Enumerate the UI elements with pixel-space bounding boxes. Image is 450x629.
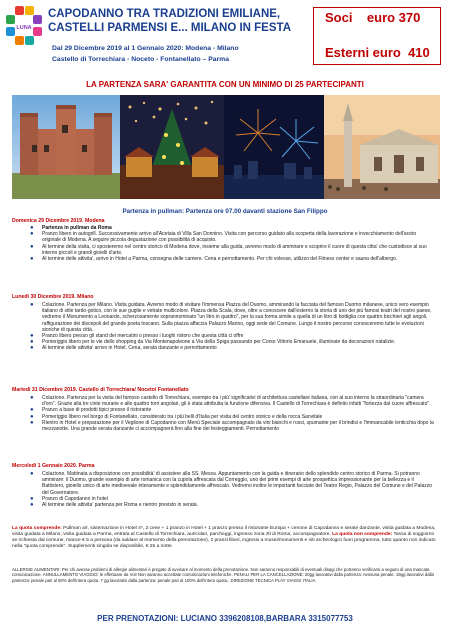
booking-contacts: PER PRENOTAZIONI: LUCIANO 3396208108,BARBARA 3315077753 xyxy=(97,614,353,623)
list-item: ● Al termine delle attivita' arrivo in Hotel. Cena, serata danzante e pernottamento xyxy=(30,345,217,352)
photo-christmas-market xyxy=(120,95,224,199)
list-item: ● Al termine della visita, ci sposteremo nel centro storico di Modena dove, insieme alla guida, avremo modo di ammirare e scoprire il cuore di questa citta' che custodisce al suo interno piccoli e grandi gioielli d'arte. xyxy=(30,243,427,256)
svg-text:LUNA: LUNA xyxy=(16,25,32,31)
list-item: ● Rientro in Hotel e preparazione per il Veglione di Capodanno con Menù Speciale accompagnato da vini bianchi e rossi, spumante per il brindisi e l'immancabile lenticchia dopo la mezzanotte. Una grande serata danzante ci accompagnerà fino alla fine dei festeggiamenti. Pernottamento xyxy=(30,419,434,433)
day-heading-3: Martedì 31 Dicembre 2019. Castello di Torrechiara/ Noceto/ Fontanellato xyxy=(12,387,189,393)
quota-section xyxy=(12,526,440,550)
price-soci: Soci euro 370 xyxy=(325,10,421,25)
list-item: ● Colazione. Partenza per la visita del famoso castello di Torrechiara, esempio tra i più' significativi di architettura castellare italiana, con al suo interno la straordinaria "camera d'oro". Grazie alla tre cinte murarie e alle quattro torri angolari, gli è stata attribuita la funzione difensiva. Il Castello di Torrechiara è definito infatti "fortezza dal cuore affrescato". xyxy=(30,395,431,408)
day-1-list xyxy=(14,225,434,262)
photo-fireworks xyxy=(224,95,324,199)
day-heading-4: Mercoledì 1 Gennaio 2020. Parma xyxy=(12,463,95,469)
list-item: ● Pomeriggio libero nel borgo di Fontanellato, considerato tra i più belli d'Italia per visita del centro storico e della rocca Sanvitale xyxy=(30,413,323,420)
excluded-text: Tassa di soggiorno se richiesta dal comune, mance € 5 a persona (da saldare al momento della prenotazione), 2 pranzi liberi, ingressi a musei/monumenti e siti archeologici fuori programma, tutto quanto non indicato nella "quota comprende". Supplementi singola se disponibile, € 25 a notte. xyxy=(12,532,436,549)
list-item: ● Pomeriggio libero per le vie dello shopping da Via Montenapoleone a Via della Spiga passando per Corso Vittorio Emanuele, illuminate da decorazioni natalizie. xyxy=(30,339,396,346)
list-item: ● Al termine delle attivita' partenza per Roma e rientro previsto in serata. xyxy=(30,502,199,509)
excluded-label: La quota non comprende: xyxy=(332,532,393,537)
guarantee-notice: LA PARTENZA SARA' GARANTITA CON UN MINIMO DI 25 PARTECIPANTI xyxy=(86,80,364,89)
title-line-1: CAPODANNO TRA TRADIZIONI EMILIANE, xyxy=(48,8,281,20)
photo-duomo-modena xyxy=(324,95,440,199)
page-title xyxy=(48,7,338,35)
allergy-notice: ALLERGIE ALIMENTARI: Per chi avesse problemi di allergie alimentari è pregato di avvisare al momento della prenotazione. Non saranno responsabili di eventuali disagi che potranno verificarsi a seguito di una mancata comunicazione. ANNULLAMENTO VIAGGIO: le effettuare da Voi! Non saranno accettate comunicazioni telefoniche. PENALI PER LA CANCELLAZIONE: 20gg lavorativi dalla partenza: nessuna penale. 19gg lavorativi dalla partenza: penale pari al 50% dell'intera quota. 7 gg lavorativi dalla partenza: penale pari al 100% dell'intera quota.. DIREZIONE TECNICA PLAY VIAGGI ITALIA xyxy=(12,567,434,583)
day-heading-1: Domenica 29 Dicembre 2019. Modena xyxy=(12,218,105,224)
trip-dates: Dal 29 Dicembre 2019 al 1 Gennaio 2020: Modena - Milano xyxy=(52,45,239,52)
price-esterni: Esterni euro 410 xyxy=(325,45,430,60)
list-item: ● Pranzo di Capodanno in hotel xyxy=(30,495,108,502)
photo-castle xyxy=(12,95,120,199)
title-line-2: CASTELLI PARMENSI E... MILANO IN FESTA xyxy=(48,22,291,34)
list-item: ● Colazione. Partenza per Milano. Visita guidata. Avremo modo di visitare l'immensa Piazza del Duomo, ammirando la facciata del famoso Duomo milanese, unico vero esempio italiano di stile tardo-gotico, con le sue guglie e vetrate multicolore. Piazza della Scala, dove, oltre a conoscere dall'esterno la storia di uno dei più famosi teatri del nostro paese, vedremo il Monumento a Leonardo, scherzosamente soprannominato "un litro in quattro", per la sua forma simile a quella di un litro di bottiglia con quattro bicchieri agli angoli, raffigurazione dei discepoli del grande poeta toscano. Sulla piazza affaccia Palazzo Marino, oggi sede del Comune. Lungo il nostro percorso conosceremo tutte le evoluzioni storiche di questa città. xyxy=(30,302,432,333)
list-item: ● Partenza in pullman da Roma xyxy=(30,225,112,231)
departure-info: Partenza in pullman: Partenza ore 07.00 davanti stazione San Filippo xyxy=(122,208,328,215)
list-item: ● Colazione. Mattinata a disposizione con possibilità' di assistere alla SS. Messa. Appuntamento con la guida e itinerario dello splendido centro storico di Parma. Si potranno ammirare: il Duomo, grande esempio di arte romanica con la cupola affrescata dal Correggio, uno dei primi esempi di arte prospettica impressionante per la bellezza e il Battistero, gioiello unico di arte medioevale interamente e splendidamente affrescato. Vedremo inoltre le importanti facciate del Teatro Regio, Palazzo del Comune e del Palazzo del Governatore. xyxy=(30,471,433,496)
luna-logo xyxy=(6,6,42,46)
included-text: Pullman a/r, sistemazione in Hotel 4*, 2 cene + 1 pranzo in Hotel + 1 pranzo presso il ristorante Europa + cenone di Capodanno e serate danzante, visita guidata a Modena, visita guidata a Milano, visita guidata a Parma, entrata al Castello di Torrechiara, auricolari, parcheggi, ingresso zona ztl di Roma, accompagnatore. xyxy=(12,526,436,537)
trip-places: Castello di Torrechiara - Noceto - Fontanellato – Parma xyxy=(52,56,230,63)
day-heading-2: Lunedì 30 Dicembre 2019. Milano xyxy=(12,294,94,300)
list-item: ● Pranzo a base di prodotti tipici presso il ristorante xyxy=(30,407,152,414)
list-item: ● Pranzo libero presso gli stand dei mercatini o presso i luoghi ristoro che questa città ci offre xyxy=(30,333,244,340)
list-item: ● Pranzo libero in autogrill. Successivamente arrivo all'Acetaia di Villa San Donnino. Visita con percorso guidato alla scoperta della lavorazione e invecchiamento dell'aceto originale di Modena. A seguire piccola degustazione con possibilità di acquisto. xyxy=(30,231,417,244)
day-4-list xyxy=(14,471,434,508)
day-2-list xyxy=(14,302,434,352)
list-item: ● Al termine delle attivita', arrivo in Hotel a Parma, consegna delle camere. Cena e pernottamento. Per chi volesse, utilizzo del Fitness center e sauna dell'albergo. xyxy=(30,256,398,263)
day-3-list xyxy=(14,395,434,432)
included-label: La quota comprende: xyxy=(12,526,62,531)
